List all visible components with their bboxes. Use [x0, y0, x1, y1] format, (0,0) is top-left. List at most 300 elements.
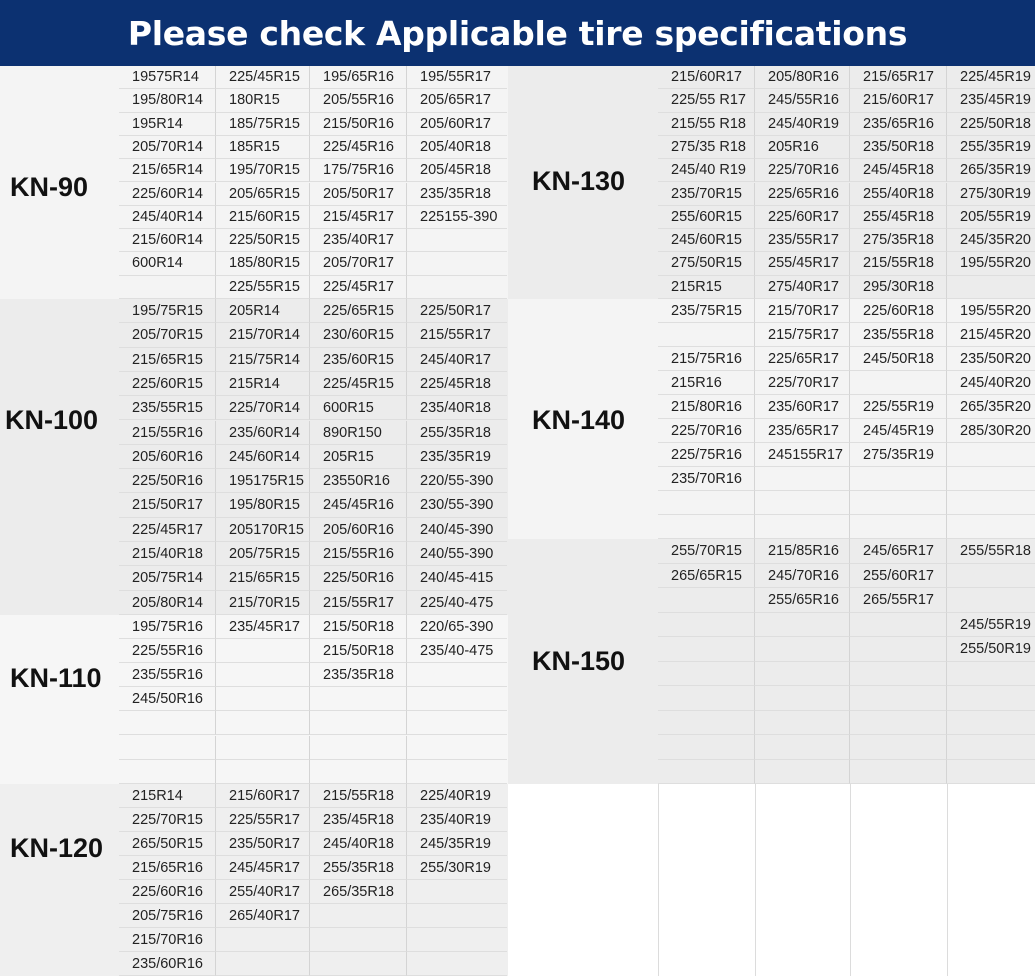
tire-size-cell	[850, 735, 947, 760]
size-grid	[658, 539, 1035, 784]
tire-size-cell: 890R150	[310, 421, 407, 445]
tire-size-cell: 265/35R18	[310, 880, 407, 904]
tire-size-cell	[850, 491, 947, 515]
tire-size-cell: 215/50R17	[119, 493, 216, 517]
tire-size-cell: 225/70R17	[755, 371, 850, 395]
tire-size-cell: 225/70R14	[216, 396, 310, 420]
tire-size-cell: 255/70R15	[658, 539, 755, 564]
tire-size-cell: 225/45R17	[119, 518, 216, 542]
tire-size-cell: 275/35R18	[850, 229, 947, 252]
tire-size-cell	[310, 711, 407, 735]
tire-size-cell: 195/70R15	[216, 159, 310, 182]
tire-size-cell	[947, 760, 1035, 785]
tire-size-cell: 245/50R18	[850, 347, 947, 371]
tire-size-cell: 195/80R15	[216, 493, 310, 517]
tire-size-cell	[216, 928, 310, 952]
tire-size-cell: 220/55-390	[407, 469, 507, 493]
tire-size-cell	[407, 904, 507, 928]
tire-size-cell: 215/55R16	[310, 542, 407, 566]
tire-size-cell: 215/40R18	[119, 542, 216, 566]
tire-size-cell: 215/45R17	[310, 206, 407, 229]
tire-size-cell: 225/60R18	[850, 299, 947, 323]
tire-size-cell: 225/45R17	[310, 276, 407, 299]
tire-size-cell: 245/45R19	[850, 419, 947, 443]
tire-size-cell: 235/55R16	[119, 663, 216, 687]
tire-size-cell: 235/75R15	[658, 299, 755, 323]
tire-size-cell: 205/60R17	[407, 113, 507, 136]
tire-size-cell: 185R15	[216, 136, 310, 159]
tire-size-cell: 255/60R17	[850, 564, 947, 589]
tire-size-cell: 245/40 R19	[658, 159, 755, 182]
grid-divider	[755, 784, 756, 976]
tire-size-cell: 205/70R15	[119, 323, 216, 347]
tire-size-cell: 225/55R15	[216, 276, 310, 299]
tire-size-cell: 225/60R15	[119, 372, 216, 396]
tire-size-cell: 230/60R15	[310, 323, 407, 347]
tire-size-cell: 225/50R18	[947, 113, 1035, 136]
tire-size-cell: 215/65R15	[119, 348, 216, 372]
tire-size-cell: 195/55R17	[407, 66, 507, 89]
tire-size-cell: 215/45R20	[947, 323, 1035, 347]
tire-size-cell	[310, 736, 407, 760]
tire-size-cell: 215/60R15	[216, 206, 310, 229]
tire-size-cell	[658, 760, 755, 785]
size-grid	[119, 299, 507, 615]
group-kn-100	[0, 299, 508, 615]
tire-size-cell	[947, 588, 1035, 613]
tire-size-cell: 235/60R17	[755, 395, 850, 419]
tire-size-cell: 265/65R15	[658, 564, 755, 589]
tire-size-cell	[850, 686, 947, 711]
tire-size-cell	[407, 760, 507, 784]
tire-size-cell: 225/70R16	[755, 159, 850, 182]
tire-size-cell	[755, 760, 850, 785]
tire-size-cell	[755, 491, 850, 515]
tire-size-cell: 205/50R17	[310, 183, 407, 206]
tire-size-cell	[850, 613, 947, 638]
tire-size-cell	[850, 371, 947, 395]
tire-size-cell: 235/50R18	[850, 136, 947, 159]
tire-size-cell: 225/65R15	[310, 299, 407, 323]
tire-size-cell: 245/60R14	[216, 445, 310, 469]
tire-size-cell	[658, 637, 755, 662]
tire-size-cell	[658, 662, 755, 687]
tire-size-cell: 215/60R17	[216, 784, 310, 808]
tire-size-cell: 19575R14	[119, 66, 216, 89]
tire-size-cell: 215/75R16	[658, 347, 755, 371]
tire-size-cell	[407, 880, 507, 904]
tire-size-cell: 195/65R16	[310, 66, 407, 89]
tire-size-cell: 205/70R14	[119, 136, 216, 159]
page-title: Please check Applicable tire specifications	[127, 13, 908, 53]
tire-size-cell	[947, 491, 1035, 515]
tire-size-cell: 195R14	[119, 113, 216, 136]
tire-size-cell	[407, 928, 507, 952]
tire-size-cell: 235/60R16	[119, 952, 216, 976]
tire-size-cell: 245/60R15	[658, 229, 755, 252]
tire-size-cell: 240/55-390	[407, 542, 507, 566]
tire-size-cell	[658, 711, 755, 736]
tire-size-cell: 235/35R19	[407, 445, 507, 469]
tire-size-cell	[216, 639, 310, 663]
tire-size-cell: 235/40R18	[407, 396, 507, 420]
tire-size-cell	[850, 711, 947, 736]
tire-size-cell: 235/70R15	[658, 183, 755, 206]
tire-size-cell: 205/75R16	[119, 904, 216, 928]
tire-size-cell	[407, 736, 507, 760]
size-grid	[658, 299, 1035, 539]
group-kn-110	[0, 615, 508, 784]
tire-size-cell	[658, 686, 755, 711]
tire-size-cell: 215/60R14	[119, 229, 216, 252]
tire-size-cell: 215/70R15	[216, 591, 310, 615]
tire-size-cell: 225/55R19	[850, 395, 947, 419]
tire-size-cell: 295/30R18	[850, 276, 947, 299]
size-grid	[119, 615, 507, 784]
group-kn-130	[508, 66, 1035, 299]
tire-size-cell: 245/35R20	[947, 229, 1035, 252]
tire-size-cell: 205/55R19	[947, 206, 1035, 229]
tire-size-cell	[755, 711, 850, 736]
tire-size-cell: 245/35R19	[407, 832, 507, 856]
tire-size-cell	[755, 637, 850, 662]
tire-size-cell	[947, 711, 1035, 736]
tire-size-cell	[407, 252, 507, 275]
tire-size-cell: 205/80R14	[119, 591, 216, 615]
tire-size-cell: 205/80R16	[755, 66, 850, 89]
tire-size-cell: 235/55R18	[850, 323, 947, 347]
tire-size-cell: 255/35R18	[407, 421, 507, 445]
tire-size-cell	[947, 686, 1035, 711]
group-kn-140	[508, 299, 1035, 539]
tire-size-cell: 235/65R17	[755, 419, 850, 443]
tire-size-cell	[407, 952, 507, 976]
tire-size-cell: 265/35R19	[947, 159, 1035, 182]
tire-size-cell	[947, 467, 1035, 491]
tire-size-cell: 235/60R14	[216, 421, 310, 445]
tire-size-cell	[850, 662, 947, 687]
tire-size-cell	[755, 515, 850, 539]
tire-size-cell: 240/45-415	[407, 566, 507, 590]
tire-size-cell	[947, 276, 1035, 299]
tire-size-cell: 265/50R15	[119, 832, 216, 856]
tire-size-cell	[658, 515, 755, 539]
tire-size-cell: 215/65R16	[119, 856, 216, 880]
tire-size-cell: 255/40R17	[216, 880, 310, 904]
tire-size-cell: 245/40R14	[119, 206, 216, 229]
tire-size-cell: 205/45R18	[407, 159, 507, 182]
tire-size-cell: 215/55 R18	[658, 113, 755, 136]
tire-size-cell: 205/75R15	[216, 542, 310, 566]
tire-size-cell: 215/65R17	[850, 66, 947, 89]
tire-size-cell: 205R16	[755, 136, 850, 159]
tire-size-cell: 235/65R16	[850, 113, 947, 136]
model-label: KN-100	[5, 405, 99, 435]
tire-size-cell: 225/60R14	[119, 183, 216, 206]
tire-size-cell	[658, 323, 755, 347]
tire-size-cell: 225/45R19	[947, 66, 1035, 89]
tire-size-cell: 205/65R17	[407, 89, 507, 112]
tire-size-cell: 265/35R20	[947, 395, 1035, 419]
tire-size-cell: 285/30R20	[947, 419, 1035, 443]
tire-size-cell: 275/35R19	[850, 443, 947, 467]
tire-size-cell: 215R15	[658, 276, 755, 299]
tire-size-cell: 245/40R18	[310, 832, 407, 856]
tire-size-cell: 205/60R16	[310, 518, 407, 542]
tire-size-cell: 255/45R17	[755, 252, 850, 275]
tire-size-cell: 205170R15	[216, 518, 310, 542]
tire-size-cell: 275/35 R18	[658, 136, 755, 159]
tire-size-cell: 215/55R18	[850, 252, 947, 275]
tire-size-cell: 215/70R17	[755, 299, 850, 323]
tire-size-cell	[755, 686, 850, 711]
tire-size-cell: 255/55R18	[947, 539, 1035, 564]
tire-size-cell: 235/55R15	[119, 396, 216, 420]
tire-size-cell: 215/80R16	[658, 395, 755, 419]
tire-size-cell: 225/40R19	[407, 784, 507, 808]
tire-size-cell: 225/55R17	[216, 808, 310, 832]
tire-size-cell: 235/40R19	[407, 808, 507, 832]
model-label: KN-120	[10, 833, 104, 863]
tire-size-cell	[216, 736, 310, 760]
tire-size-cell	[407, 711, 507, 735]
tire-size-cell: 275/50R15	[658, 252, 755, 275]
tire-size-cell: 225/60R17	[755, 206, 850, 229]
tire-size-cell: 275/30R19	[947, 183, 1035, 206]
tire-size-cell: 215/65R14	[119, 159, 216, 182]
tire-size-cell: 245/45R18	[850, 159, 947, 182]
tire-size-cell	[658, 588, 755, 613]
tire-size-cell	[850, 467, 947, 491]
tire-size-cell: 275/40R17	[755, 276, 850, 299]
size-grid	[119, 66, 507, 299]
tire-size-cell: 245/55R19	[947, 613, 1035, 638]
tire-size-cell: 255/60R15	[658, 206, 755, 229]
tire-size-cell	[658, 613, 755, 638]
tire-size-cell: 205R15	[310, 445, 407, 469]
tire-size-cell: 205R14	[216, 299, 310, 323]
tire-size-cell: 255/50R19	[947, 637, 1035, 662]
tire-size-cell: 225/70R15	[119, 808, 216, 832]
tire-size-cell	[850, 515, 947, 539]
tire-size-cell: 225/40-475	[407, 591, 507, 615]
tire-size-cell	[755, 735, 850, 760]
tire-size-cell: 235/40R17	[310, 229, 407, 252]
tire-size-cell	[119, 760, 216, 784]
tire-size-cell: 175/75R16	[310, 159, 407, 182]
tire-size-cell	[119, 276, 216, 299]
tire-size-cell: 225/55 R17	[658, 89, 755, 112]
tire-size-cell: 215/50R18	[310, 639, 407, 663]
tire-size-cell: 225155-390	[407, 206, 507, 229]
empty-grid-area	[658, 784, 1035, 976]
tire-size-cell: 245/40R17	[407, 348, 507, 372]
tire-size-cell: 215/70R14	[216, 323, 310, 347]
tire-size-cell: 215/50R18	[310, 615, 407, 639]
tire-size-cell: 245/40R19	[755, 113, 850, 136]
model-label: KN-150	[532, 646, 626, 676]
tire-size-cell: 215/55R16	[119, 421, 216, 445]
tire-size-cell: 235/50R17	[216, 832, 310, 856]
tire-size-cell: 185/75R15	[216, 113, 310, 136]
tire-size-cell	[119, 711, 216, 735]
tire-size-cell: 225/65R16	[755, 183, 850, 206]
tire-size-cell	[407, 229, 507, 252]
tire-size-cell: 225/75R16	[658, 443, 755, 467]
tire-size-cell: 240/45-390	[407, 518, 507, 542]
tire-size-cell: 235/50R20	[947, 347, 1035, 371]
tire-size-cell: 205/60R16	[119, 445, 216, 469]
tire-size-cell	[658, 735, 755, 760]
tire-size-cell: 215R14	[119, 784, 216, 808]
grid-divider	[658, 784, 659, 976]
tire-size-cell	[310, 904, 407, 928]
size-grid	[658, 66, 1035, 299]
tire-size-cell: 245/45R17	[216, 856, 310, 880]
tire-size-cell: 225/45R18	[407, 372, 507, 396]
tire-size-cell: 225/65R17	[755, 347, 850, 371]
model-label: KN-110	[10, 663, 102, 693]
tire-size-cell: 255/45R18	[850, 206, 947, 229]
model-label: KN-90	[10, 172, 89, 202]
grid-divider	[850, 784, 851, 976]
tire-size-cell: 235/35R18	[407, 183, 507, 206]
tire-size-cell: 220/65-390	[407, 615, 507, 639]
tire-size-cell	[407, 276, 507, 299]
tire-size-cell: 215/55R17	[407, 323, 507, 347]
size-grid	[119, 784, 507, 976]
tire-size-cell	[310, 687, 407, 711]
tire-size-cell: 215R14	[216, 372, 310, 396]
tire-size-cell	[755, 613, 850, 638]
tire-size-cell: 205/70R17	[310, 252, 407, 275]
tire-size-cell	[850, 760, 947, 785]
tire-size-cell: 180R15	[216, 89, 310, 112]
tire-size-cell: 215/60R17	[658, 66, 755, 89]
tire-size-cell: 215/85R16	[755, 539, 850, 564]
model-label: KN-130	[532, 166, 626, 196]
tire-size-cell	[755, 662, 850, 687]
tire-size-cell: 225/45R16	[310, 136, 407, 159]
tire-size-cell	[216, 711, 310, 735]
tire-size-cell: 195/80R14	[119, 89, 216, 112]
tire-size-cell	[119, 736, 216, 760]
tire-size-cell	[216, 760, 310, 784]
tire-size-cell: 245/40R20	[947, 371, 1035, 395]
tire-size-cell: 245/50R16	[119, 687, 216, 711]
tire-size-cell: 205/40R18	[407, 136, 507, 159]
tire-size-cell: 205/55R16	[310, 89, 407, 112]
tire-size-cell: 225/50R16	[119, 469, 216, 493]
tire-size-cell: 235/55R17	[755, 229, 850, 252]
tire-size-cell: 255/35R18	[310, 856, 407, 880]
tire-size-cell	[407, 663, 507, 687]
tire-size-cell: 195175R15	[216, 469, 310, 493]
tire-size-cell	[310, 928, 407, 952]
tire-size-cell: 235/70R16	[658, 467, 755, 491]
tire-size-cell: 215/55R18	[310, 784, 407, 808]
tire-size-cell: 245/70R16	[755, 564, 850, 589]
tire-size-cell: 235/45R18	[310, 808, 407, 832]
tire-size-cell: 195/55R20	[947, 299, 1035, 323]
grid-divider	[947, 784, 948, 976]
tire-size-cell	[658, 491, 755, 515]
tire-size-cell: 225/45R15	[310, 372, 407, 396]
tire-size-cell	[216, 663, 310, 687]
tire-size-cell: 225/45R15	[216, 66, 310, 89]
tire-size-cell: 185/80R15	[216, 252, 310, 275]
tire-size-cell	[850, 637, 947, 662]
tire-size-cell: 600R14	[119, 252, 216, 275]
tire-size-cell: 235/40-475	[407, 639, 507, 663]
tire-size-cell: 225/55R16	[119, 639, 216, 663]
tire-size-cell	[310, 952, 407, 976]
tire-size-cell: 235/35R18	[310, 663, 407, 687]
tire-size-cell: 235/45R17	[216, 615, 310, 639]
tire-size-cell: 255/35R19	[947, 136, 1035, 159]
tire-size-cell	[947, 735, 1035, 760]
tire-size-cell: 205/75R14	[119, 566, 216, 590]
tire-size-cell: 255/40R18	[850, 183, 947, 206]
tire-size-cell: 255/30R19	[407, 856, 507, 880]
tire-size-cell: 215/55R17	[310, 591, 407, 615]
group-kn-120	[0, 784, 508, 976]
tire-size-cell: 265/40R17	[216, 904, 310, 928]
tire-size-cell	[947, 662, 1035, 687]
page-header	[0, 0, 1035, 66]
model-label: KN-140	[532, 405, 626, 435]
tire-size-cell	[310, 760, 407, 784]
tire-size-cell	[947, 515, 1035, 539]
tire-size-cell: 215/75R14	[216, 348, 310, 372]
tire-size-cell: 245/65R17	[850, 539, 947, 564]
tire-size-cell: 23550R16	[310, 469, 407, 493]
tire-size-cell	[407, 687, 507, 711]
tire-size-cell: 215/70R16	[119, 928, 216, 952]
tire-size-cell: 265/55R17	[850, 588, 947, 613]
tire-size-cell: 235/45R19	[947, 89, 1035, 112]
tire-size-cell: 195/75R15	[119, 299, 216, 323]
group-kn-150	[508, 539, 1035, 784]
tire-size-cell: 215/50R16	[310, 113, 407, 136]
tire-size-cell: 215R16	[658, 371, 755, 395]
tire-size-cell: 245/55R16	[755, 89, 850, 112]
group-kn-90	[0, 66, 508, 299]
tire-size-cell: 225/50R15	[216, 229, 310, 252]
tire-size-cell: 245155R17	[755, 443, 850, 467]
tire-size-cell: 255/65R16	[755, 588, 850, 613]
tire-size-cell: 215/65R15	[216, 566, 310, 590]
tire-size-cell: 225/50R16	[310, 566, 407, 590]
tire-size-cell	[947, 443, 1035, 467]
tire-size-cell: 245/45R16	[310, 493, 407, 517]
tire-size-cell: 225/50R17	[407, 299, 507, 323]
tire-size-cell: 230/55-390	[407, 493, 507, 517]
tire-size-cell: 600R15	[310, 396, 407, 420]
tire-size-cell: 215/75R17	[755, 323, 850, 347]
tire-size-cell: 205/65R15	[216, 183, 310, 206]
tire-size-cell: 225/60R16	[119, 880, 216, 904]
tire-size-cell	[947, 564, 1035, 589]
tire-size-cell: 225/70R16	[658, 419, 755, 443]
tire-size-cell	[216, 687, 310, 711]
tire-size-cell: 195/75R16	[119, 615, 216, 639]
tire-size-cell: 215/60R17	[850, 89, 947, 112]
tire-size-cell	[755, 467, 850, 491]
tire-size-cell: 195/55R20	[947, 252, 1035, 275]
tire-size-cell	[216, 952, 310, 976]
tire-size-cell: 235/60R15	[310, 348, 407, 372]
